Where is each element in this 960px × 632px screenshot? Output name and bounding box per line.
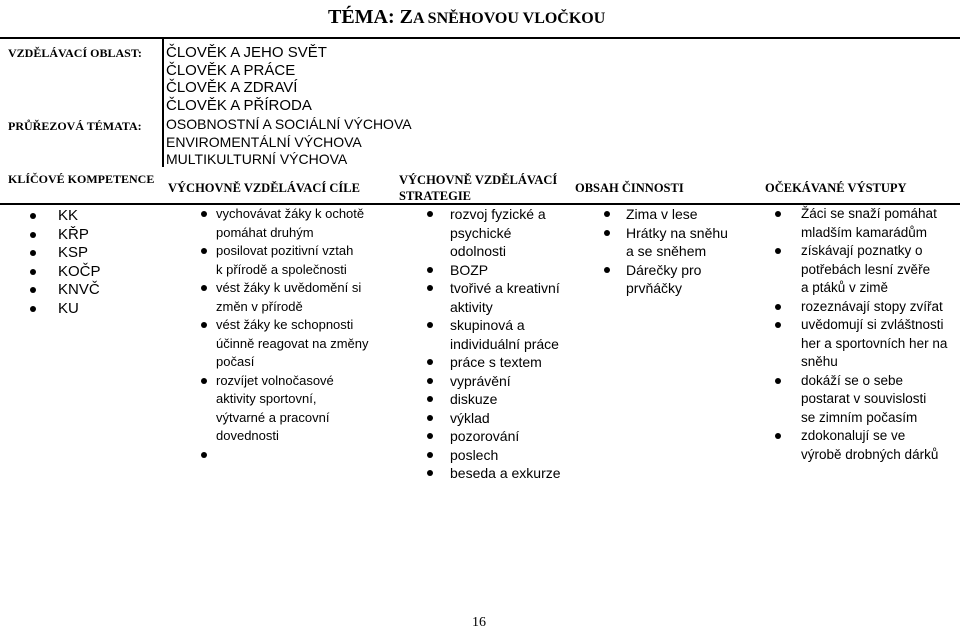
bullet-icon: [427, 433, 433, 439]
competence-item: KSP: [58, 244, 101, 263]
goal-item-empty: [216, 446, 368, 465]
outcome-item: rozeznávají stopy zvířat: [801, 298, 947, 317]
strategy-item: rozvoj fyzické a psychické odolnosti: [450, 205, 561, 261]
title-prefix: TÉMA: Z: [328, 6, 413, 28]
strategy-item: práce s textem: [450, 353, 561, 372]
goal-item: vychovávat žáky k ochotě pomáhat druhým: [216, 205, 368, 242]
goal-item: vést žáky ke schopnosti účinně reagovat na změny počasí: [216, 316, 368, 372]
bullet-icon: [201, 285, 207, 291]
strategy-item: pozorování: [450, 427, 561, 446]
bullet-icon: [775, 378, 781, 384]
theme-item: MULTIKULTURNÍ VÝCHOVA: [166, 151, 348, 167]
header-goals: VÝCHOVNĚ VZDĚLÁVACÍ CÍLE: [168, 181, 360, 195]
goal-item: rozvíjet volnočasové aktivity sportovní, výtvarné a pracovní dovednosti: [216, 372, 368, 446]
strategy-item: diskuze: [450, 390, 561, 409]
bullet-icon: [30, 306, 36, 312]
bullet-icon: [427, 452, 433, 458]
goal-list: [216, 205, 368, 464]
strategy-item: BOZP: [450, 261, 561, 280]
header-activities: OBSAH ČINNOSTI: [575, 181, 684, 195]
bullet-icon: [30, 287, 36, 293]
bullet-icon: [604, 211, 610, 217]
competence-item: KŘP: [58, 226, 101, 245]
title-rest: A SNĚHOVOU VLOČKOU: [413, 10, 606, 27]
goal-item: vést žáky k uvědomění si změn v přírodě: [216, 279, 368, 316]
bullet-icon: [775, 304, 781, 310]
bullet-icon: [427, 359, 433, 365]
theme-item: ENVIROMENTÁLNÍ VÝCHOVA: [166, 133, 362, 150]
bullet-icon: [427, 396, 433, 402]
bullet-icon: [427, 470, 433, 476]
competence-item: KU: [58, 300, 101, 319]
competence-item: KOČP: [58, 263, 101, 282]
strategy-item: tvořivé a kreativní aktivity: [450, 279, 561, 316]
header-strategies-line2: STRATEGIE: [399, 189, 472, 203]
competence-list: [58, 207, 101, 318]
outcome-item: uvědomují si zvláštnosti her a sportovních her na sněhu: [801, 316, 947, 372]
bullet-icon: [604, 267, 610, 273]
header-outcomes: OČEKÁVANÉ VÝSTUPY: [765, 181, 907, 195]
bullet-icon: [201, 452, 207, 458]
activity-item: Zima v lese: [626, 205, 728, 224]
bullet-icon: [30, 213, 36, 219]
bullet-icon: [775, 322, 781, 328]
page-number: 16: [472, 615, 486, 630]
area-item: ČLOVĚK A PŘÍRODA: [166, 96, 312, 114]
activity-item: Hrátky na sněhu a se sněhem: [626, 224, 728, 261]
strategy-item: poslech: [450, 446, 561, 465]
bullet-icon: [201, 322, 207, 328]
theme-item: OSOBNOSTNÍ A SOCIÁLNÍ VÝCHOVA: [166, 116, 412, 132]
bullet-icon: [427, 378, 433, 384]
strategy-list: [450, 205, 561, 483]
bullet-icon: [775, 433, 781, 439]
bullet-icon: [427, 267, 433, 273]
area-item: ČLOVĚK A PRÁCE: [166, 61, 296, 79]
goal-item: posilovat pozitivní vztah k přírodě a společnosti: [216, 242, 368, 279]
outcome-list: [801, 205, 947, 464]
bullet-icon: [604, 230, 610, 236]
outcome-item: Žáci se snaží pomáhat mladším kamarádům: [801, 205, 947, 242]
outcome-item: zdokonalují se ve výrobě drobných dárků: [801, 427, 947, 464]
label-themes: PRŮŘEZOVÁ TÉMATA:: [8, 119, 142, 133]
competence-item: KK: [58, 207, 101, 226]
label-competences: KLÍČOVÉ KOMPETENCE: [8, 172, 155, 186]
bullet-icon: [201, 378, 207, 384]
area-list: [166, 44, 327, 114]
bullet-icon: [30, 269, 36, 275]
strategy-item: výklad: [450, 409, 561, 428]
top-rule: [0, 37, 960, 39]
outcome-item: dokáží se o sebe postarat v souvislosti se zimním počasím: [801, 372, 947, 428]
bullet-icon: [427, 415, 433, 421]
area-item: ČLOVĚK A JEHO SVĚT: [166, 44, 327, 61]
bullet-icon: [201, 211, 207, 217]
bullet-icon: [427, 322, 433, 328]
strategy-item: skupinová a individuální práce: [450, 316, 561, 353]
activity-item: Dárečky pro prvňáčky: [626, 261, 728, 298]
competence-item: KNVČ: [58, 281, 101, 300]
bullet-icon: [427, 285, 433, 291]
area-item: ČLOVĚK A ZDRAVÍ: [166, 79, 298, 96]
activity-list: [626, 205, 728, 298]
label-column-divider: [162, 37, 164, 167]
header-strategies: [399, 172, 557, 204]
bullet-icon: [201, 248, 207, 254]
strategy-item: vyprávění: [450, 372, 561, 391]
bullet-icon: [427, 211, 433, 217]
bullet-icon: [775, 248, 781, 254]
header-strategies-line1: VÝCHOVNĚ VZDĚLÁVACÍ: [399, 173, 558, 187]
label-area: VZDĚLÁVACÍ OBLAST:: [8, 46, 142, 60]
outcome-item: získávají poznatky o potřebách lesní zvěře a ptáků v zimě: [801, 242, 947, 298]
bullet-icon: [30, 250, 36, 256]
page-title: [328, 6, 605, 29]
bullet-icon: [775, 211, 781, 217]
bullet-icon: [30, 232, 36, 238]
theme-list: [166, 116, 412, 169]
strategy-item: beseda a exkurze: [450, 464, 561, 483]
